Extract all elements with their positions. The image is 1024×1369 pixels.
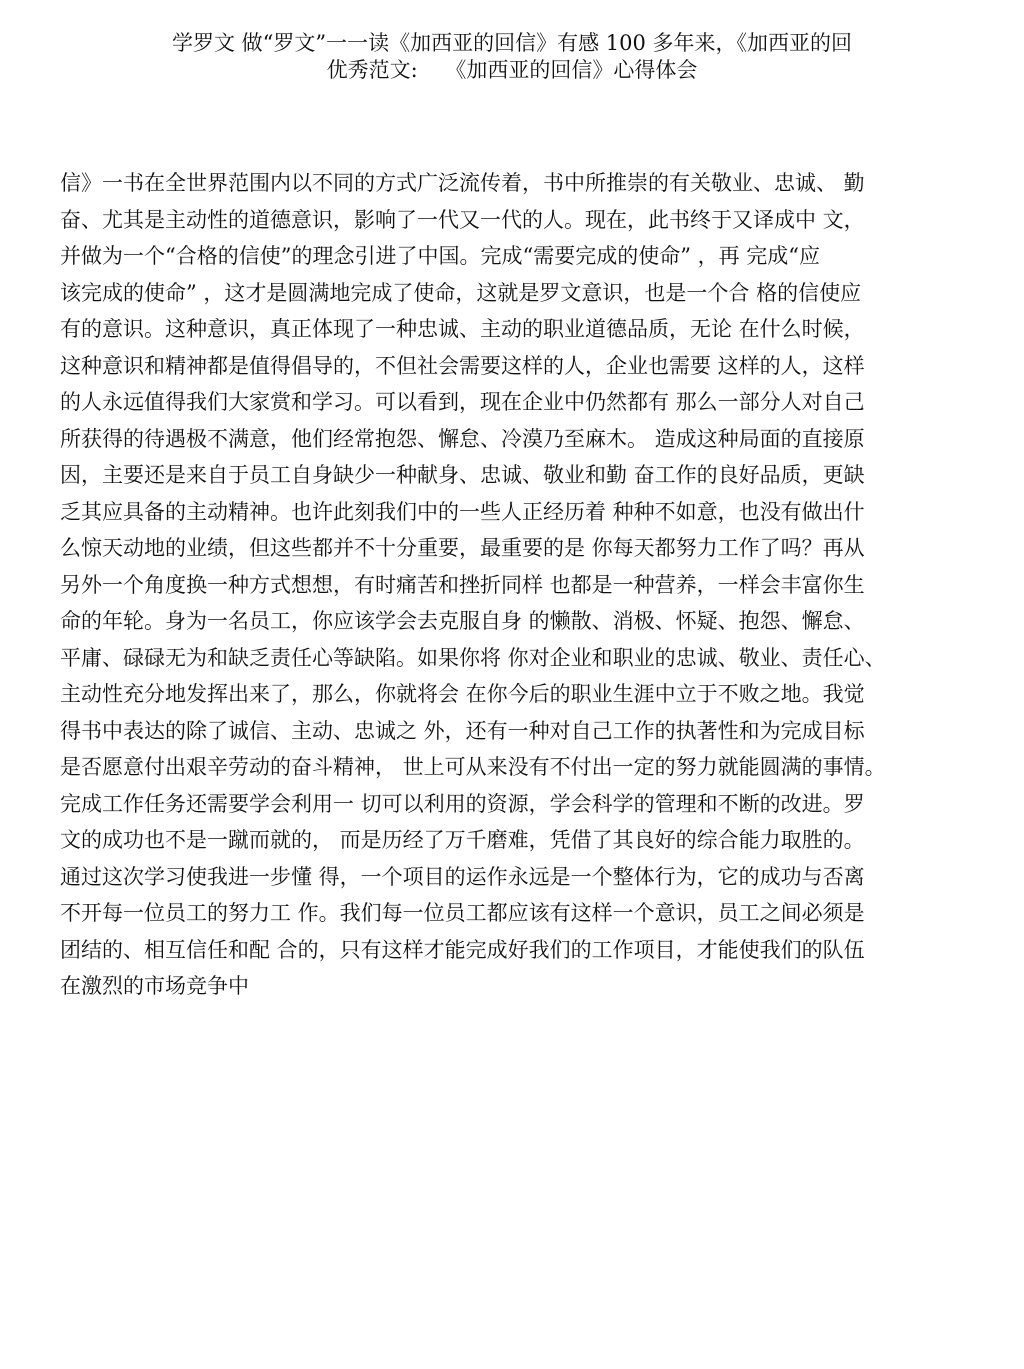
body-line-7: 的人永远值得我们大家赏和学习。可以看到，现在企业中仍然都有 那么一部分人对自己 — [60, 390, 865, 414]
body-line-3: 并做为一个“合格的信使”的理念引进了中国。完成“需要完成的使命” ，再 完成“应 — [60, 244, 821, 268]
document-body — [60, 165, 970, 1005]
body-line-13: 命的年轮。身为一名员工，你应该学会去克服自身 的懒散、消极、怀疑、抱怨、懈怠、 — [60, 609, 865, 633]
document-header — [0, 30, 1024, 84]
body-line-23: 在激烈的市场竞争中 — [60, 974, 249, 998]
body-line-22: 团结的、相互信任和配 合的，只有这样才能完成好我们的工作项目，才能使我们的队伍 — [60, 937, 865, 962]
body-line-14: 平庸、碌碌无为和缺乏责任心等缺陷。如果你将 你对企业和职业的忠诚、敬业、责任心、 — [60, 645, 886, 670]
body-line-6: 这种意识和精神都是值得倡导的，不但社会需要这样的人，企业也需要 这样的人，这样 — [60, 353, 865, 378]
body-line-1: 信》一书在全世界范围内以不同的方式广泛流传着，书中所推崇的有关敬业、忠诚、 勤 — [60, 171, 865, 195]
body-line-21: 不开每一位员工的努力工 作。我们每一位员工都应该有这样一个意识，员工之间必须是 — [60, 901, 865, 925]
body-line-11: 么惊天动地的业绩，但这些都并不十分重要，最重要的是 你每天都努力工作了吗？再从 — [60, 536, 865, 560]
body-line-2: 奋、尤其是主动性的道德意识，影响了一代又一代的人。现在，此书终于又译成中 文， — [60, 207, 865, 232]
body-line-19: 文的成功也不是一蹴而就的， 而是历经了万千磨难，凭借了其良好的综合能力取胜的。 — [60, 828, 865, 852]
body-line-17: 是否愿意付出艰辛劳动的奋斗精神， 世上可从来没有不付出一定的努力就能圆满的事情。 — [60, 755, 886, 779]
body-line-12: 另外一个角度换一种方式想想，有时痛苦和挫折同样 也都是一种营养，一样会丰富你生 — [60, 572, 865, 597]
header-title-line-2: 优秀范文: 《加西亚的回信》心得体会 — [326, 58, 698, 82]
body-line-15: 主动性充分地发挥出来了，那么，你就将会 在你今后的职业生涯中立于不败之地。我觉 — [60, 682, 865, 706]
body-line-20: 通过这次学习使我进一步懂 得，一个项目的运作永远是一个整体行为，它的成功与否离 — [60, 864, 865, 889]
header-title-line-1: 学罗文 做“罗文”一一读《加西亚的回信》有感 100 多年来，《加西亚的回 — [171, 31, 853, 55]
body-line-8: 所获得的待遇极不满意，他们经常抱怨、懈怠、冷漠乃至麻木。 造成这种局面的直接原 — [60, 426, 865, 451]
body-line-5: 有的意识。这种意识，真正体现了一种忠诚、主动的职业道德品质，无论 在什么时候， — [60, 317, 865, 341]
body-line-10: 乏其应具备的主动精神。也许此刻我们中的一些人正经历着 种种不如意，也没有做出什 — [60, 499, 865, 524]
body-line-4: 该完成的使命” ，这才是圆满地完成了使命，这就是罗文意识，也是一个合 格的信使应 — [60, 280, 862, 305]
body-line-18: 完成工作任务还需要学会利用一 切可以利用的资源，学会科学的管理和不断的改进。罗 — [60, 791, 865, 816]
body-line-9: 因，主要还是来自于员工自身缺少一种献身、忠诚、敬业和勤 奋工作的良好品质，更缺 — [60, 463, 865, 487]
body-line-16: 得书中表达的除了诚信、主动、忠诚之 外，还有一种对自己工作的执著性和为完成目标 — [60, 718, 865, 743]
